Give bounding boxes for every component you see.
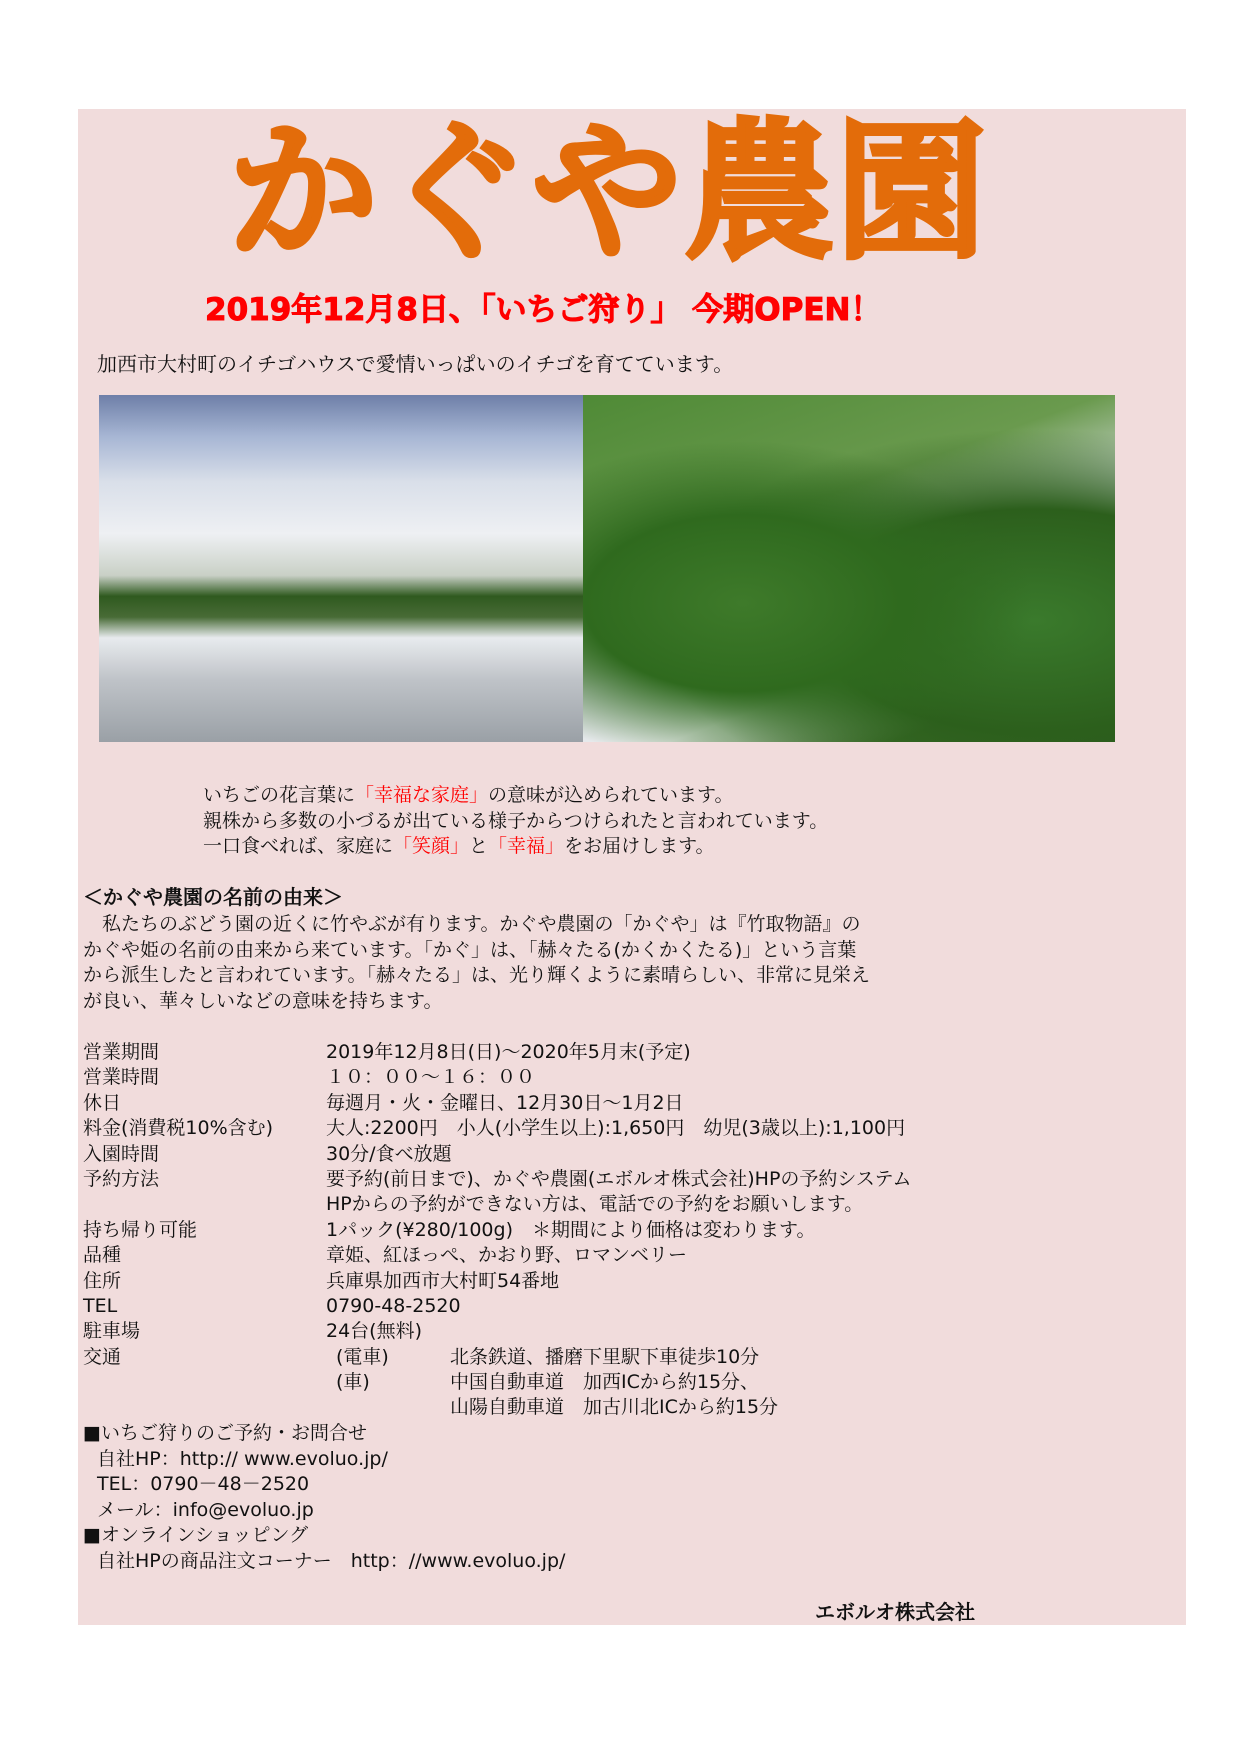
info-value: 要予約(前日まで)、かぐや農園(エボルオ株式会社)HPの予約システム (326, 1168, 912, 1190)
info-value: 中国自動車道 加西ICから約15分、 (450, 1371, 760, 1393)
info-label: 住所 (83, 1269, 122, 1292)
info-label: 入園時間 (83, 1142, 160, 1165)
info-value: HPからの予約ができない方は、電話での予約をお願いします。 (326, 1193, 864, 1216)
info-label: 交通 (83, 1346, 122, 1368)
text-line: から派生したと言われています。「赫々たる」は、光り輝くように素晴らしい、非常に見栄え (83, 964, 870, 986)
info-value: 山陽自動車道 加古川北ICから約15分 (450, 1396, 779, 1418)
highlight: 「幸福な家庭」 (355, 784, 489, 806)
highlight: 「笑顔」 (393, 835, 470, 857)
origin-text (83, 912, 870, 1014)
shop-link[interactable]: 自社HPの商品注文コーナー http：//www.evoluo.jp/ (97, 1550, 566, 1572)
transport-tag: (電車) (336, 1346, 389, 1368)
contact-heading: ■いちご狩りのご予約・お問合せ (83, 1422, 367, 1444)
info-label: 駐車場 (83, 1320, 141, 1343)
info-value: 0790-48-2520 (326, 1295, 461, 1317)
info-row (83, 1040, 691, 1064)
info-label: 予約方法 (83, 1168, 160, 1190)
info-row (83, 1116, 906, 1140)
contact-email[interactable]: メール：info@evoluo.jp (97, 1499, 314, 1521)
transport-tag: (車) (336, 1371, 370, 1393)
origin-heading: ＜かぐや農園の名前の由来＞ (83, 885, 343, 909)
farm-title: かぐや農園 (228, 106, 989, 280)
info-value: 章姫、紅ほっぺ、かおり野、ロマンベリー (326, 1244, 688, 1267)
strawberry-plants-photo (583, 395, 1115, 742)
info-value: 2019年12月8日(日)～2020年5月末(予定) (326, 1041, 691, 1063)
photo-strip (99, 395, 1115, 742)
info-label: 料金(消費税10%含む) (83, 1117, 274, 1140)
info-value: 1パック(¥280/100g) ＊期間により価格は変わります。 (326, 1218, 816, 1241)
info-row (83, 1167, 912, 1191)
greenhouse-photo (99, 395, 583, 742)
contact-phone: TEL：0790－48－2520 (97, 1473, 310, 1495)
info-row (83, 1218, 816, 1242)
text: 親株から多数の小づるが出ている様子からつけられたと言われています。 (203, 809, 829, 832)
text: をお届けします。 (564, 835, 715, 857)
shop-heading: ■オンラインショッピング (83, 1524, 309, 1546)
info-row (83, 1294, 461, 1318)
info-label: 休日 (83, 1091, 122, 1114)
flower-language-text (203, 783, 828, 860)
text-line: かぐや姫の名前の由来から来ています。「かぐ」は、「赫々たる(かくかくたる)」という言葉 (83, 938, 857, 961)
company-name: エボルオ株式会社 (815, 1600, 975, 1624)
info-row (83, 1142, 452, 1166)
info-label: 営業期間 (83, 1041, 160, 1063)
info-row (83, 1269, 560, 1293)
intro-text: 加西市大村町のイチゴハウスで愛情いっぱいのイチゴを育てています。 (97, 352, 734, 376)
info-value: 兵庫県加西市大村町54番地 (326, 1269, 560, 1292)
highlight: 「幸福」 (488, 835, 565, 857)
text: 一口食べれば、家庭に (203, 835, 394, 857)
text-line: が良い、華々しいなどの意味を持ちます。 (83, 989, 443, 1012)
text: の意味が込められています。 (488, 784, 734, 806)
info-value: 北条鉄道、播磨下里駅下車徒歩10分 (450, 1346, 760, 1368)
info-row (83, 1243, 688, 1267)
info-label: 品種 (83, 1244, 122, 1267)
info-label: 持ち帰り可能 (83, 1218, 198, 1241)
info-value: 大人:2200円 小人(小学生以上):1,650円 幼児(3歳以上):1,100円 (326, 1117, 906, 1140)
contact-website[interactable]: 自社HP：http:// www.evoluo.jp/ (97, 1448, 388, 1470)
info-row (83, 1065, 536, 1089)
info-row-transport (83, 1345, 760, 1369)
opening-headline: 2019年12月8日、「いちご狩り」 今期OPEN！ (205, 292, 882, 328)
info-value: 30分/食べ放題 (326, 1142, 452, 1165)
text-line: 私たちのぶどう園の近くに竹やぶが有ります。かぐや農園の「かぐや」は『竹取物語』の (83, 913, 861, 935)
info-value: 毎週月・火・金曜日、12月30日～1月2日 (326, 1091, 684, 1114)
info-row (83, 1319, 423, 1343)
info-label: 営業時間 (83, 1066, 160, 1089)
info-value: １０：００～１６：００ (326, 1066, 536, 1089)
info-label: TEL (83, 1295, 118, 1317)
text: いちごの花言葉に (203, 784, 356, 806)
info-value: 24台(無料) (326, 1320, 423, 1343)
text: と (469, 835, 489, 857)
info-row (83, 1091, 684, 1115)
